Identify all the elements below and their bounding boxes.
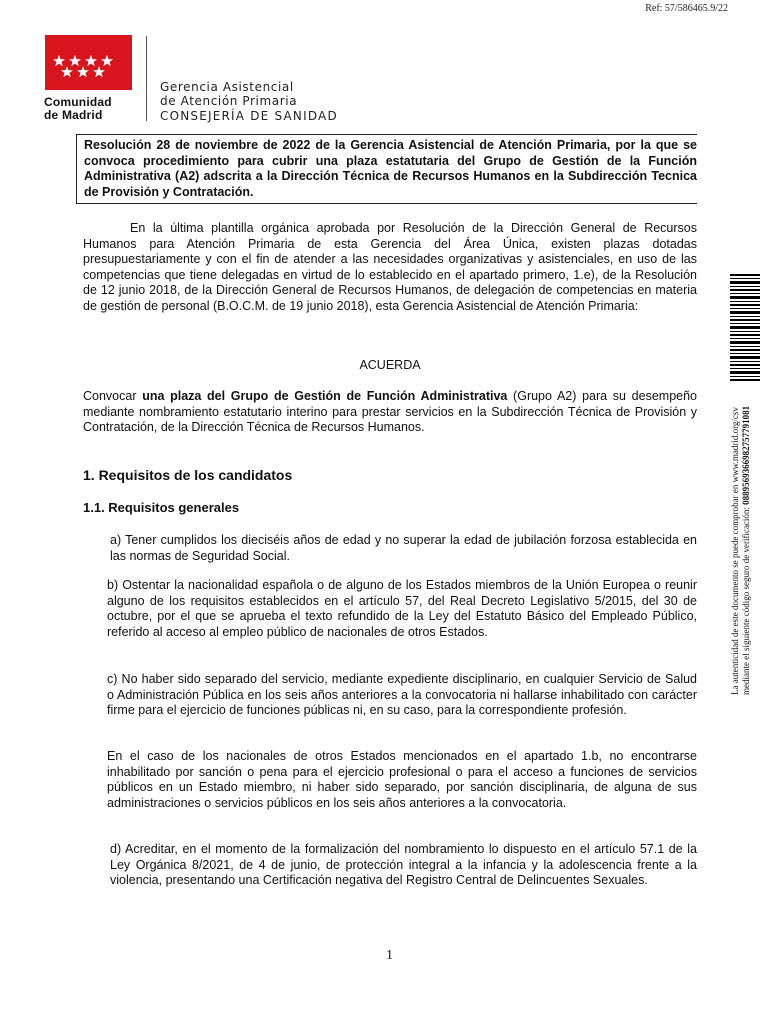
page-number: 1	[386, 948, 393, 963]
convocar-prefix: Convocar	[83, 389, 143, 403]
logo-wordmark	[44, 96, 112, 122]
intro-paragraph: En la última plantilla orgánica aprobada por Resolución de la Dirección General de Recursos Humanos para Atención Primaria de esta Gerencia del Área Única, existen plazas dotadas presupuestariamente y con el fin de atender a las necesidades organizativas y asistenciales, en uso de las competencias que tiene delegadas en virtud de lo establecido en el apartado primero, 1.e), de la Resolución de 12 junio 2018, de la Dirección General de Recursos Humanos, de delegación de competencias en materia de gestión de personal (B.O.C.M. de 19 junio 2018), esta Gerencia Asistencial de Atención Primaria:	[83, 221, 697, 313]
barcode-icon	[730, 274, 760, 384]
verification-line-1: La autenticidad de este documento se puede comprobar en www.madrid.org/csv	[730, 407, 740, 695]
org-line-3: CONSEJERÍA DE SANIDAD	[160, 109, 338, 123]
verification-note	[730, 406, 751, 695]
comunidad-madrid-logo	[45, 35, 132, 90]
acuerda-heading: ACUERDA	[359, 358, 421, 372]
verification-line-2: mediante el siguiente código seguro de verificación: 0889569366982757791081	[740, 405, 751, 695]
reference-number: Ref: 57/586465.9/22	[645, 3, 728, 14]
resolution-title: Resolución 28 de noviembre de 2022 de la Gerencia Asistencial de Atención Primaria, por la que se convoca procedimiento para cubrir una plaza estatutaria del Grupo de Gestión de la Función Administrativa (A2) adscrita a la Dirección Técnica de Recursos Humanos en la Subdirección Tecnica de Provisión y Contratación.	[76, 134, 697, 204]
requirement-c: c) No haber sido separado del servicio, mediante expediente disciplinario, en cualquier Servicio de Salud o Administración Pública en los seis años anteriores a la convocatoria ni hallarse inhabilitado con carácter firme para el ejercicio de funciones públicas ni, en su caso, para la correspondiente profesión.	[107, 672, 697, 718]
convocar-suffix: (Grupo A2) para su desempeño mediante nombramiento estatutario interino para prestar servicios en la Subdirección Técnica de Provisión y Contratación, de la Dirección Técnica de Recursos Humanos.	[83, 389, 698, 435]
requirement-d: d) Acreditar, en el momento de la formalización del nombramiento lo dispuesto en el artículo 57.1 de la Ley Orgánica 8/2021, de 4 de junio, de protección integral a la infancia y la adolescencia frente a la violencia, presentando una Certificación negativa del Registro Central de Delincuentes Sexuales.	[110, 842, 697, 888]
requirement-a: a) Tener cumplidos los dieciséis años de edad y no superar la edad de jubilación forzosa establecida en las normas de Seguridad Social.	[110, 533, 697, 563]
convocar-bold: una plaza del Grupo de Gestión de Función Administrativa	[142, 389, 508, 403]
logo-line-2: de Madrid	[44, 108, 103, 122]
requirement-foreign-nationals: En el caso de los nacionales de otros Estados mencionados en el apartado 1.b, no encontrarse inhabilitado por sanción o pena para el ejercicio profesional o para el acceso a funciones de servicios públicos en un Estado miembro, ni haber sido separado, por sanción disciplinaria, de alguna de sus administraciones o servicios públicos en los seis años anteriores a la convocatoria.	[107, 749, 697, 810]
section-1-heading: 1. Requisitos de los candidatos	[83, 467, 293, 483]
header-divider	[146, 36, 147, 121]
stars-icon	[45, 35, 132, 90]
logo-line-1: Comunidad	[44, 95, 112, 109]
convocar-paragraph	[83, 389, 697, 436]
verification-code: 0889569366982757791081	[740, 405, 751, 505]
organization-name	[160, 80, 338, 123]
org-line-2: de Atención Primaria	[160, 94, 298, 108]
org-line-1: Gerencia Asistencial	[160, 80, 294, 94]
requirement-b: b) Ostentar la nacionalidad española o de alguno de los Estados miembros de la Unión Europea o reunir alguno de los requisitos establecidos en el artículo 57, del Real Decreto Legislativo 5/2015, del 30 de octubre, por el que se aprueba el texto refundido de la Ley del Estatuto Básico del Empleado Público, referido al acceso al empleo público de nacionales de otros Estados.	[107, 578, 697, 639]
section-1-1-heading: 1.1. Requisitos generales	[83, 500, 240, 515]
